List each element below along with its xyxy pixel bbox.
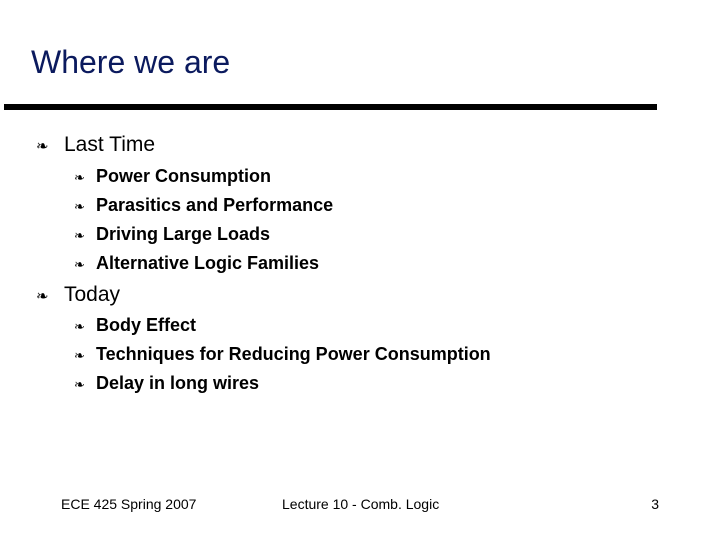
bullet-reducing-power xyxy=(74,343,491,368)
bullet-text: Parasitics and Performance xyxy=(96,195,334,215)
section-heading-last-time: Last Time xyxy=(64,133,156,156)
bullet-driving-large-loads xyxy=(74,223,270,248)
bullet-delay-long-wires xyxy=(74,372,259,397)
fleuron-bullet-icon: ❧ xyxy=(74,320,85,335)
fleuron-bullet-icon: ❧ xyxy=(74,258,85,273)
bullet-body-effect xyxy=(74,314,196,339)
title-divider-rule xyxy=(4,104,657,110)
bullet-text: Power Consumption xyxy=(96,166,271,186)
bullet-parasitics xyxy=(74,194,333,219)
footer-course: ECE 425 Spring 2007 xyxy=(61,496,197,512)
bullet-text: Driving Large Loads xyxy=(96,224,271,244)
slide-title: Where we are xyxy=(31,44,231,80)
fleuron-bullet-icon: ❧ xyxy=(74,378,85,393)
bullet-text: Techniques for Reducing Power Consumption xyxy=(96,344,491,364)
fleuron-bullet-icon: ❧ xyxy=(74,349,85,364)
section-heading-today: Today xyxy=(64,283,121,306)
bullet-last-time xyxy=(36,132,155,159)
bullet-text: Body Effect xyxy=(96,315,197,335)
fleuron-bullet-icon: ❧ xyxy=(74,171,85,186)
bullet-today xyxy=(36,282,120,309)
fleuron-bullet-icon: ❧ xyxy=(74,229,85,244)
fleuron-bullet-icon: ❧ xyxy=(74,200,85,215)
footer-lecture: Lecture 10 - Comb. Logic xyxy=(282,496,440,512)
footer-page-number: 3 xyxy=(651,496,659,512)
bullet-power-consumption xyxy=(74,165,271,190)
bullet-alternative-logic xyxy=(74,252,319,277)
bullet-text: Alternative Logic Families xyxy=(96,253,320,273)
fleuron-bullet-icon: ❧ xyxy=(36,137,49,155)
bullet-text: Delay in long wires xyxy=(96,373,260,393)
fleuron-bullet-icon: ❧ xyxy=(36,287,49,305)
